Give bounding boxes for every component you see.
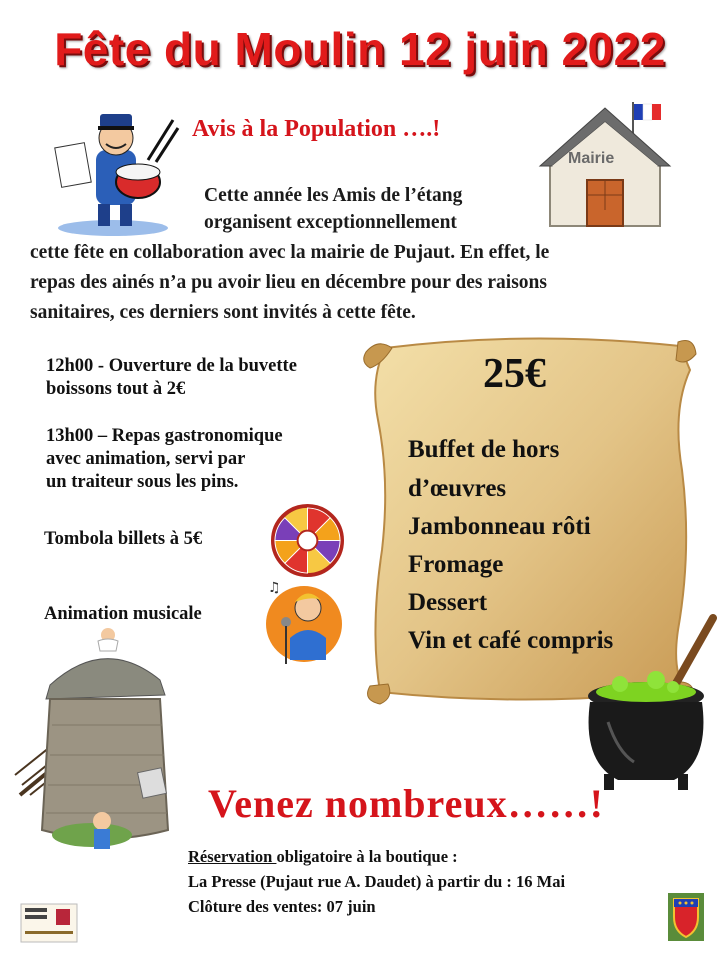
reservation-text: obligatoire à la boutique :	[276, 847, 458, 866]
menu-item: Jambonneau rôti	[408, 513, 591, 540]
tombola-wheel-icon	[270, 503, 345, 578]
svg-text:♫: ♫	[268, 580, 281, 596]
reservation-line	[188, 847, 458, 867]
menu-item: Vin et café compris	[408, 627, 614, 654]
pujaut-coat-of-arms	[668, 893, 704, 941]
windmill-illustration	[10, 625, 185, 860]
menu-item: d’œuvres	[408, 475, 507, 502]
town-crier-illustration	[48, 100, 188, 240]
intro-line: sanitaires, ces derniers sont invités à cette fête.	[30, 302, 416, 323]
program-animation: Animation musicale	[44, 604, 202, 624]
menu-item: Buffet de hors	[408, 436, 560, 463]
program-repas	[46, 425, 283, 494]
menu-item: Fromage	[408, 551, 504, 578]
page-title: Fête du Moulin 12 juin 2022	[54, 23, 666, 75]
menu-price: 25€	[483, 351, 546, 397]
intro-line: Cette année les Amis de l’étang	[204, 185, 463, 206]
mairie-sign: Mairie	[568, 150, 615, 167]
program-line: boissons tout à 2€	[46, 379, 186, 399]
intro-line: cette fête en collaboration avec la mairie de Pujaut. En effet, le	[30, 242, 550, 263]
association-logo	[20, 903, 78, 943]
program-line: avec animation, servi par	[46, 449, 246, 469]
program-line: 12h00 - Ouverture de la buvette	[46, 356, 297, 376]
call-to-action: Venez nombreux……!	[208, 781, 604, 826]
cauldron-illustration	[578, 612, 720, 794]
reservation-label: Réservation	[188, 847, 277, 866]
intro-line: organisent exceptionnellement	[204, 212, 457, 233]
program-tombola: Tombola billets à 5€	[44, 529, 203, 549]
program-line: un traiteur sous les pins.	[46, 472, 239, 492]
avis-heading: Avis à la Population ….!	[192, 116, 441, 142]
singer-illustration	[262, 578, 344, 670]
reservation-location: La Presse (Pujaut rue A. Daudet) à partir du : 16 Mai	[188, 872, 566, 891]
program-buvette	[46, 355, 297, 401]
intro-line: repas des ainés n’a pu avoir lieu en décembre pour des raisons	[30, 272, 547, 293]
menu-item: Dessert	[408, 589, 488, 616]
program-line: 13h00 – Repas gastronomique	[46, 426, 283, 446]
reservation-closing: Clôture des ventes: 07 juin	[188, 897, 376, 916]
